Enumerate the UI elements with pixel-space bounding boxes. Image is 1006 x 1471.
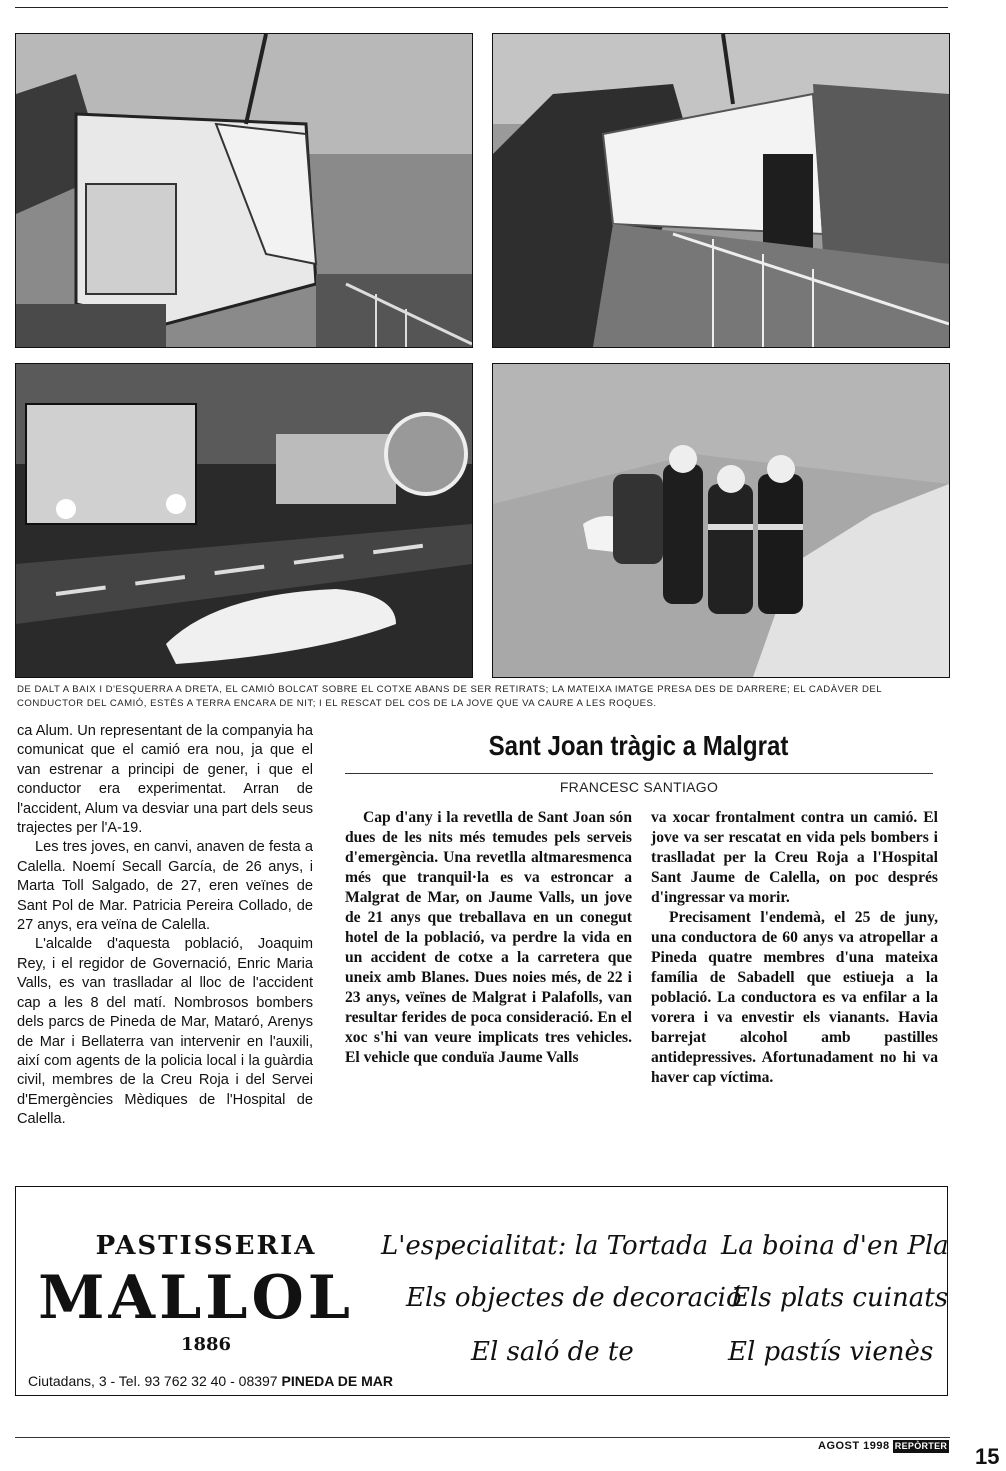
- ad-specialty: L'especialitat: la Tortada: [381, 1231, 709, 1261]
- article-column-2: [651, 808, 938, 1088]
- ad-specialty: La boina d'en Pla: [721, 1231, 949, 1261]
- footer-magazine-logo: REPÒRTER: [894, 1441, 948, 1451]
- advertisement: [15, 1186, 948, 1396]
- paragraph: va xocar frontalment contra un camió. El jove va ser rescatat en vida pels bombers i traslladat per la Creu Roja a l'Hospital Sant Jaume de Calella, on poc després d'ingressar va morir.: [651, 809, 938, 906]
- ad-specialty: Els objectes de decoració: [406, 1283, 742, 1313]
- paragraph: Les tres joves, en canvi, anaven de festa a Calella. Noemí Secall García, de 26 anys, i Marta Toll Salgado, de 27, eren veïnes de Sant Pol de Mar. Patricia Pereira Collado, de 27 anys, era veïna de Calella.: [17, 839, 313, 934]
- ad-address-town: PINEDA DE MAR: [281, 1373, 393, 1389]
- ad-brand-small: PASTISSERIA: [95, 1231, 317, 1261]
- article-column-1: [345, 808, 632, 1068]
- top-rule: [15, 7, 948, 8]
- paragraph: Cap d'any i la revetlla de Sant Joan són dues de les nits més temudes pels serveis d'emergència. Una revetlla altmaresmenca més que tranquil·la es va estroncar a Malgrat de Mar, on Jaume Valls, un jove de 21 anys que treballava en un conegut hotel de la població, va perdre la vida en un accident de cotxe a la carretera que uneix amb Blanes. Dues noies més, de 22 i 23 anys, veïnes de Malgrat i Palafolls, van resultar ferides de poca consideració. En el xoc s'hi van veure implicats tres vehicles. El vehicle que conduïa Jaume Valls: [345, 809, 632, 1066]
- photo-overturned-truck: [15, 33, 473, 348]
- article-headline: Sant Joan tràgic a Malgrat: [488, 730, 789, 761]
- ad-specialty: El saló de te: [471, 1337, 634, 1367]
- paragraph: Precisament l'endemà, el 25 de juny, una conductora de 60 anys va atropellar a Pineda quatre membres d'una mateixa família de Sabadell que estiueja a la població. La conductora es va enfilar a la vorera i va envestir els vianants. Havia barrejat alcohol amb pastilles antidepressives. Afortunadament no hi va haver cap víctima.: [651, 909, 938, 1086]
- article-byline: FRANCESC SANTIAGO: [559, 779, 719, 795]
- page-number: 15: [975, 1444, 1000, 1469]
- ad-address-street: Ciutadans, 3 - Tel. 93 762 32 40 - 08397: [28, 1373, 282, 1389]
- bottom-rule: [15, 1437, 950, 1438]
- paragraph: L'alcalde d'aquesta població, Joaquim Rey, i el regidor de Governació, Enric Maria Valls, es van traslladar al lloc de l'accident cap a les 8 del matí. Nombrosos bombers dels parcs de Pineda de Mar, Mataró, Arenys de Mar i Bellaterra van intervenir en l'auxili, així com agents de la policia local i la guàrdia civil, membres de la Creu Roja i del Servei d'Emergències Mèdiques de l'Hospital de Calella.: [17, 936, 313, 1128]
- ad-year: 1886: [180, 1334, 232, 1355]
- ad-specialty: El pastís vienès: [728, 1337, 934, 1367]
- photo-caption: DE DALT A BAIX I D'ESQUERRA A DRETA, EL CAMIÓ BOLCAT SOBRE EL COTXE ABANS DE SER RETIRATS; LA MATEIXA IMATGE PRESA DES DE DARRERE; EL CADÀVER DEL CONDUCTOR DEL CAMIÓ, ESTÈS A TERRA ENCARA DE NIT; I EL RESCAT DEL COS DE LA JOVE QUE VA CAURE A LES ROQUES.: [17, 684, 882, 709]
- photo-truck-from-behind: [492, 33, 950, 348]
- photo-rescue-on-rocks: [492, 363, 950, 678]
- left-column-text: [17, 722, 313, 1130]
- footer-date: AGOST 1998: [818, 1440, 890, 1452]
- ad-address: [28, 1373, 448, 1389]
- photo-night-scene: [15, 363, 473, 678]
- paragraph: ca Alum. Un representant de la companyia ha comunicat que el camió era nou, ja que el van estrenar a principi de gener, i que el conductor era experimentat. Arran de l'accident, Alum va desviar una part dels seus trajectes per l'A-19.: [17, 723, 313, 837]
- ad-brand-logo: MALLOL: [38, 1263, 354, 1333]
- ad-specialty: Els plats cuinats: [731, 1283, 949, 1313]
- headline-rule: [345, 773, 933, 774]
